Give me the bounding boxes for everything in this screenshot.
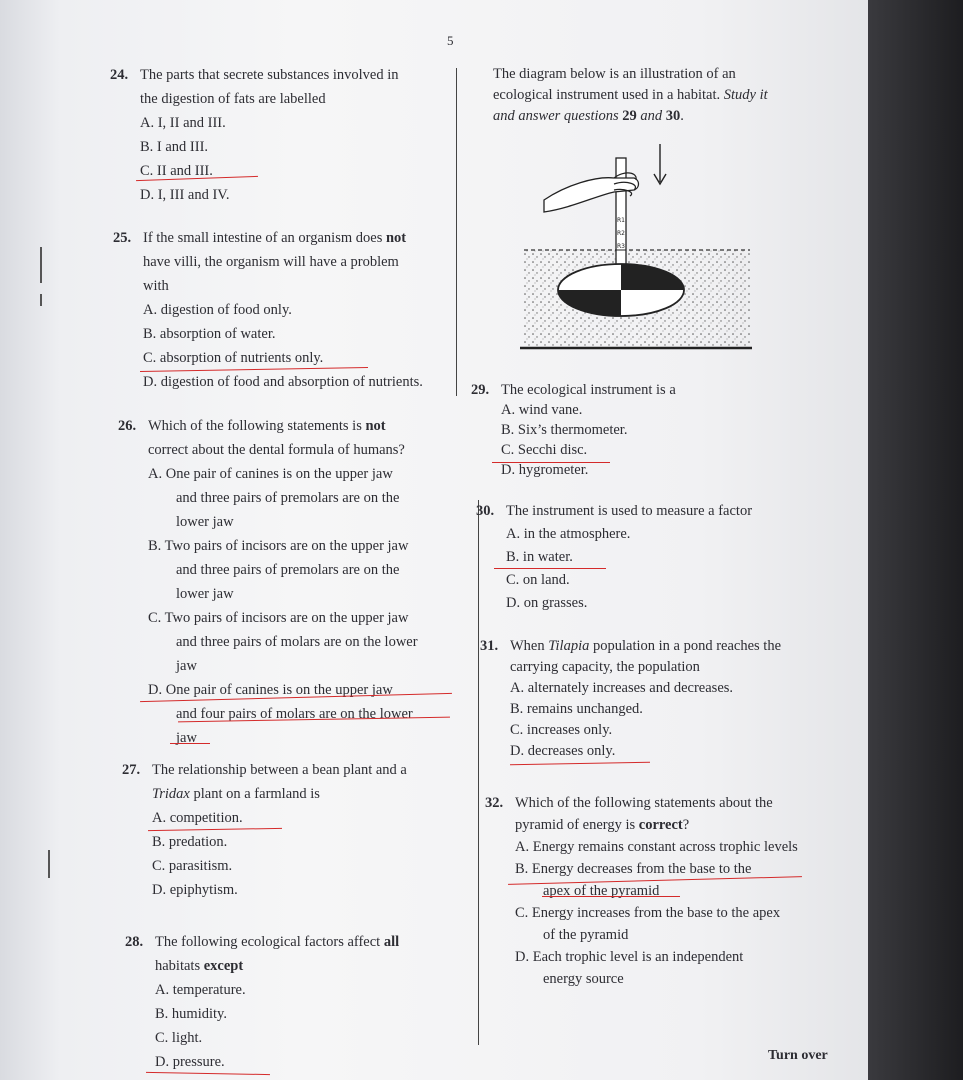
answer-underline xyxy=(492,462,610,463)
option-d: D. on grasses. xyxy=(506,595,588,611)
intro-text: 29 xyxy=(622,108,637,124)
option-c: C. light. xyxy=(155,1030,203,1046)
question-number: 31. xyxy=(480,638,499,654)
question-number: 25. xyxy=(113,230,132,246)
option-b-continued: and three pairs of premolars are on the xyxy=(176,562,400,578)
option-a: A. temperature. xyxy=(155,982,246,998)
question-32 xyxy=(485,792,835,990)
question-stem: habitats xyxy=(155,958,204,974)
turn-over-label: Turn over xyxy=(768,1048,828,1063)
option-c: C. absorption of nutrients only. xyxy=(143,350,324,366)
option-b: B. humidity. xyxy=(155,1006,227,1022)
intro-text: ecological instrument used in a habitat. xyxy=(493,87,724,103)
intro-text: 30 xyxy=(665,108,681,124)
answer-underline xyxy=(170,743,210,744)
option-a: A. in the atmosphere. xyxy=(506,526,631,542)
option-d: D. I, III and IV. xyxy=(140,187,230,203)
option-c: C. increases only. xyxy=(510,722,613,738)
option-c-continued: jaw xyxy=(176,658,197,674)
margin-mark xyxy=(40,294,42,306)
option-d-continued: jaw xyxy=(176,730,197,746)
question-stem: The parts that secrete substances involved in xyxy=(140,67,399,83)
question-stem: If the small intestine of an organism does xyxy=(143,230,386,246)
option-b: B. Six’s thermometer. xyxy=(501,422,628,438)
option-a: A. wind vane. xyxy=(501,402,583,418)
answer-underline xyxy=(542,896,680,897)
emphasis: except xyxy=(203,958,244,974)
emphasis: not xyxy=(385,230,407,246)
question-number: 29. xyxy=(471,382,490,398)
option-d: D. epiphytism. xyxy=(152,882,238,898)
question-stem: carrying capacity, the population xyxy=(510,659,700,675)
option-d: D. One pair of canines is on the upper jaw xyxy=(148,682,393,698)
question-number: 30. xyxy=(476,503,495,519)
option-d: D. hygrometer. xyxy=(501,462,589,478)
option-c: C. Two pairs of incisors are on the upper jaw xyxy=(148,610,409,626)
rod-label: R1 xyxy=(617,217,625,224)
option-a: A. Energy remains constant across trophic levels xyxy=(515,839,798,855)
option-c: C. on land. xyxy=(506,572,570,588)
option-b: B. Two pairs of incisors are on the upper jaw xyxy=(148,538,409,554)
question-stem: ? xyxy=(682,817,690,833)
column-divider xyxy=(478,500,479,1045)
option-d: D. Each trophic level is an independent xyxy=(515,949,744,965)
question-stem: with xyxy=(143,278,169,294)
species-name: Tilapia xyxy=(548,638,590,654)
margin-mark xyxy=(48,850,50,878)
question-stem: correct about the dental formula of humans? xyxy=(148,442,405,458)
question-number: 32. xyxy=(485,795,504,811)
option-c-continued: and three pairs of molars are on the lower xyxy=(176,634,418,650)
emphasis: correct xyxy=(638,817,683,833)
intro-text: and xyxy=(636,108,666,124)
question-24 xyxy=(110,63,450,207)
question-30 xyxy=(476,500,836,615)
question-number: 27. xyxy=(122,762,141,778)
answer-underline xyxy=(494,568,606,569)
page-number: 5 xyxy=(447,33,454,48)
rod-label: R2 xyxy=(617,230,625,237)
background-edge xyxy=(868,0,963,1080)
option-b: B. Energy decreases from the base to the xyxy=(515,861,752,877)
question-number: 26. xyxy=(118,418,137,434)
question-stem: When xyxy=(510,638,549,654)
option-b: B. remains unchanged. xyxy=(510,701,643,717)
option-a: A. competition. xyxy=(152,810,243,826)
intro-text: The diagram below is an illustration of an xyxy=(493,66,736,82)
species-name: Tridax xyxy=(152,786,190,802)
question-stem: Which of the following statements about the xyxy=(515,795,773,811)
emphasis: all xyxy=(383,934,400,950)
question-stem: Which of the following statements is xyxy=(148,418,366,434)
question-stem: The ecological instrument is a xyxy=(501,382,676,398)
intro-text: . xyxy=(680,108,684,124)
question-stem: The relationship between a bean plant and a xyxy=(152,762,407,778)
question-stem: population in a pond reaches the xyxy=(589,638,782,654)
question-29 xyxy=(471,380,831,480)
option-b: B. in water. xyxy=(506,549,573,565)
question-stem: The following ecological factors affect xyxy=(155,934,384,950)
option-b-continued: lower jaw xyxy=(176,586,234,602)
emphasis: not xyxy=(365,418,386,434)
option-b: B. absorption of water. xyxy=(143,326,276,342)
option-d: D. pressure. xyxy=(155,1054,225,1070)
option-b: B. predation. xyxy=(152,834,228,850)
question-31 xyxy=(480,636,840,762)
question-stem: have villi, the organism will have a problem xyxy=(143,254,399,270)
option-a: A. One pair of canines is on the upper jaw xyxy=(148,466,393,482)
question-number: 28. xyxy=(125,934,144,950)
diagram-intro xyxy=(493,64,803,127)
option-a: A. digestion of food only. xyxy=(143,302,292,318)
option-d: D. decreases only. xyxy=(510,743,616,759)
option-c: C. Secchi disc. xyxy=(501,442,588,458)
option-a: A. I, II and III. xyxy=(140,115,226,131)
margin-mark xyxy=(40,247,42,283)
option-c-continued: of the pyramid xyxy=(543,927,629,943)
option-a-continued: lower jaw xyxy=(176,514,234,530)
option-d: D. digestion of food and absorption of nutrients. xyxy=(143,374,423,390)
option-c: C. Energy increases from the base to the apex xyxy=(515,905,781,921)
question-stem: the digestion of fats are labelled xyxy=(140,91,326,107)
question-stem: pyramid of energy is xyxy=(515,817,639,833)
answer-underline xyxy=(510,762,650,765)
intro-text: Study it xyxy=(723,87,768,103)
option-b-continued: apex of the pyramid xyxy=(543,883,660,899)
option-a-continued: and three pairs of premolars are on the xyxy=(176,490,400,506)
option-d-continued: and four pairs of molars are on the lower xyxy=(176,706,413,722)
option-a: A. alternately increases and decreases. xyxy=(510,680,734,696)
question-stem: The instrument is used to measure a factor xyxy=(506,503,753,519)
question-28 xyxy=(125,930,465,1074)
question-number: 24. xyxy=(110,67,129,83)
rod-label: R3 xyxy=(617,243,625,250)
column-divider xyxy=(456,68,457,396)
option-b: B. I and III. xyxy=(140,139,209,155)
secchi-disc-diagram xyxy=(516,140,756,355)
option-c: C. II and III. xyxy=(140,163,213,179)
option-c: C. parasitism. xyxy=(152,858,233,874)
option-d-continued: energy source xyxy=(543,971,624,987)
question-stem: plant on a farmland is xyxy=(189,786,320,802)
intro-text: and answer questions xyxy=(493,108,623,124)
